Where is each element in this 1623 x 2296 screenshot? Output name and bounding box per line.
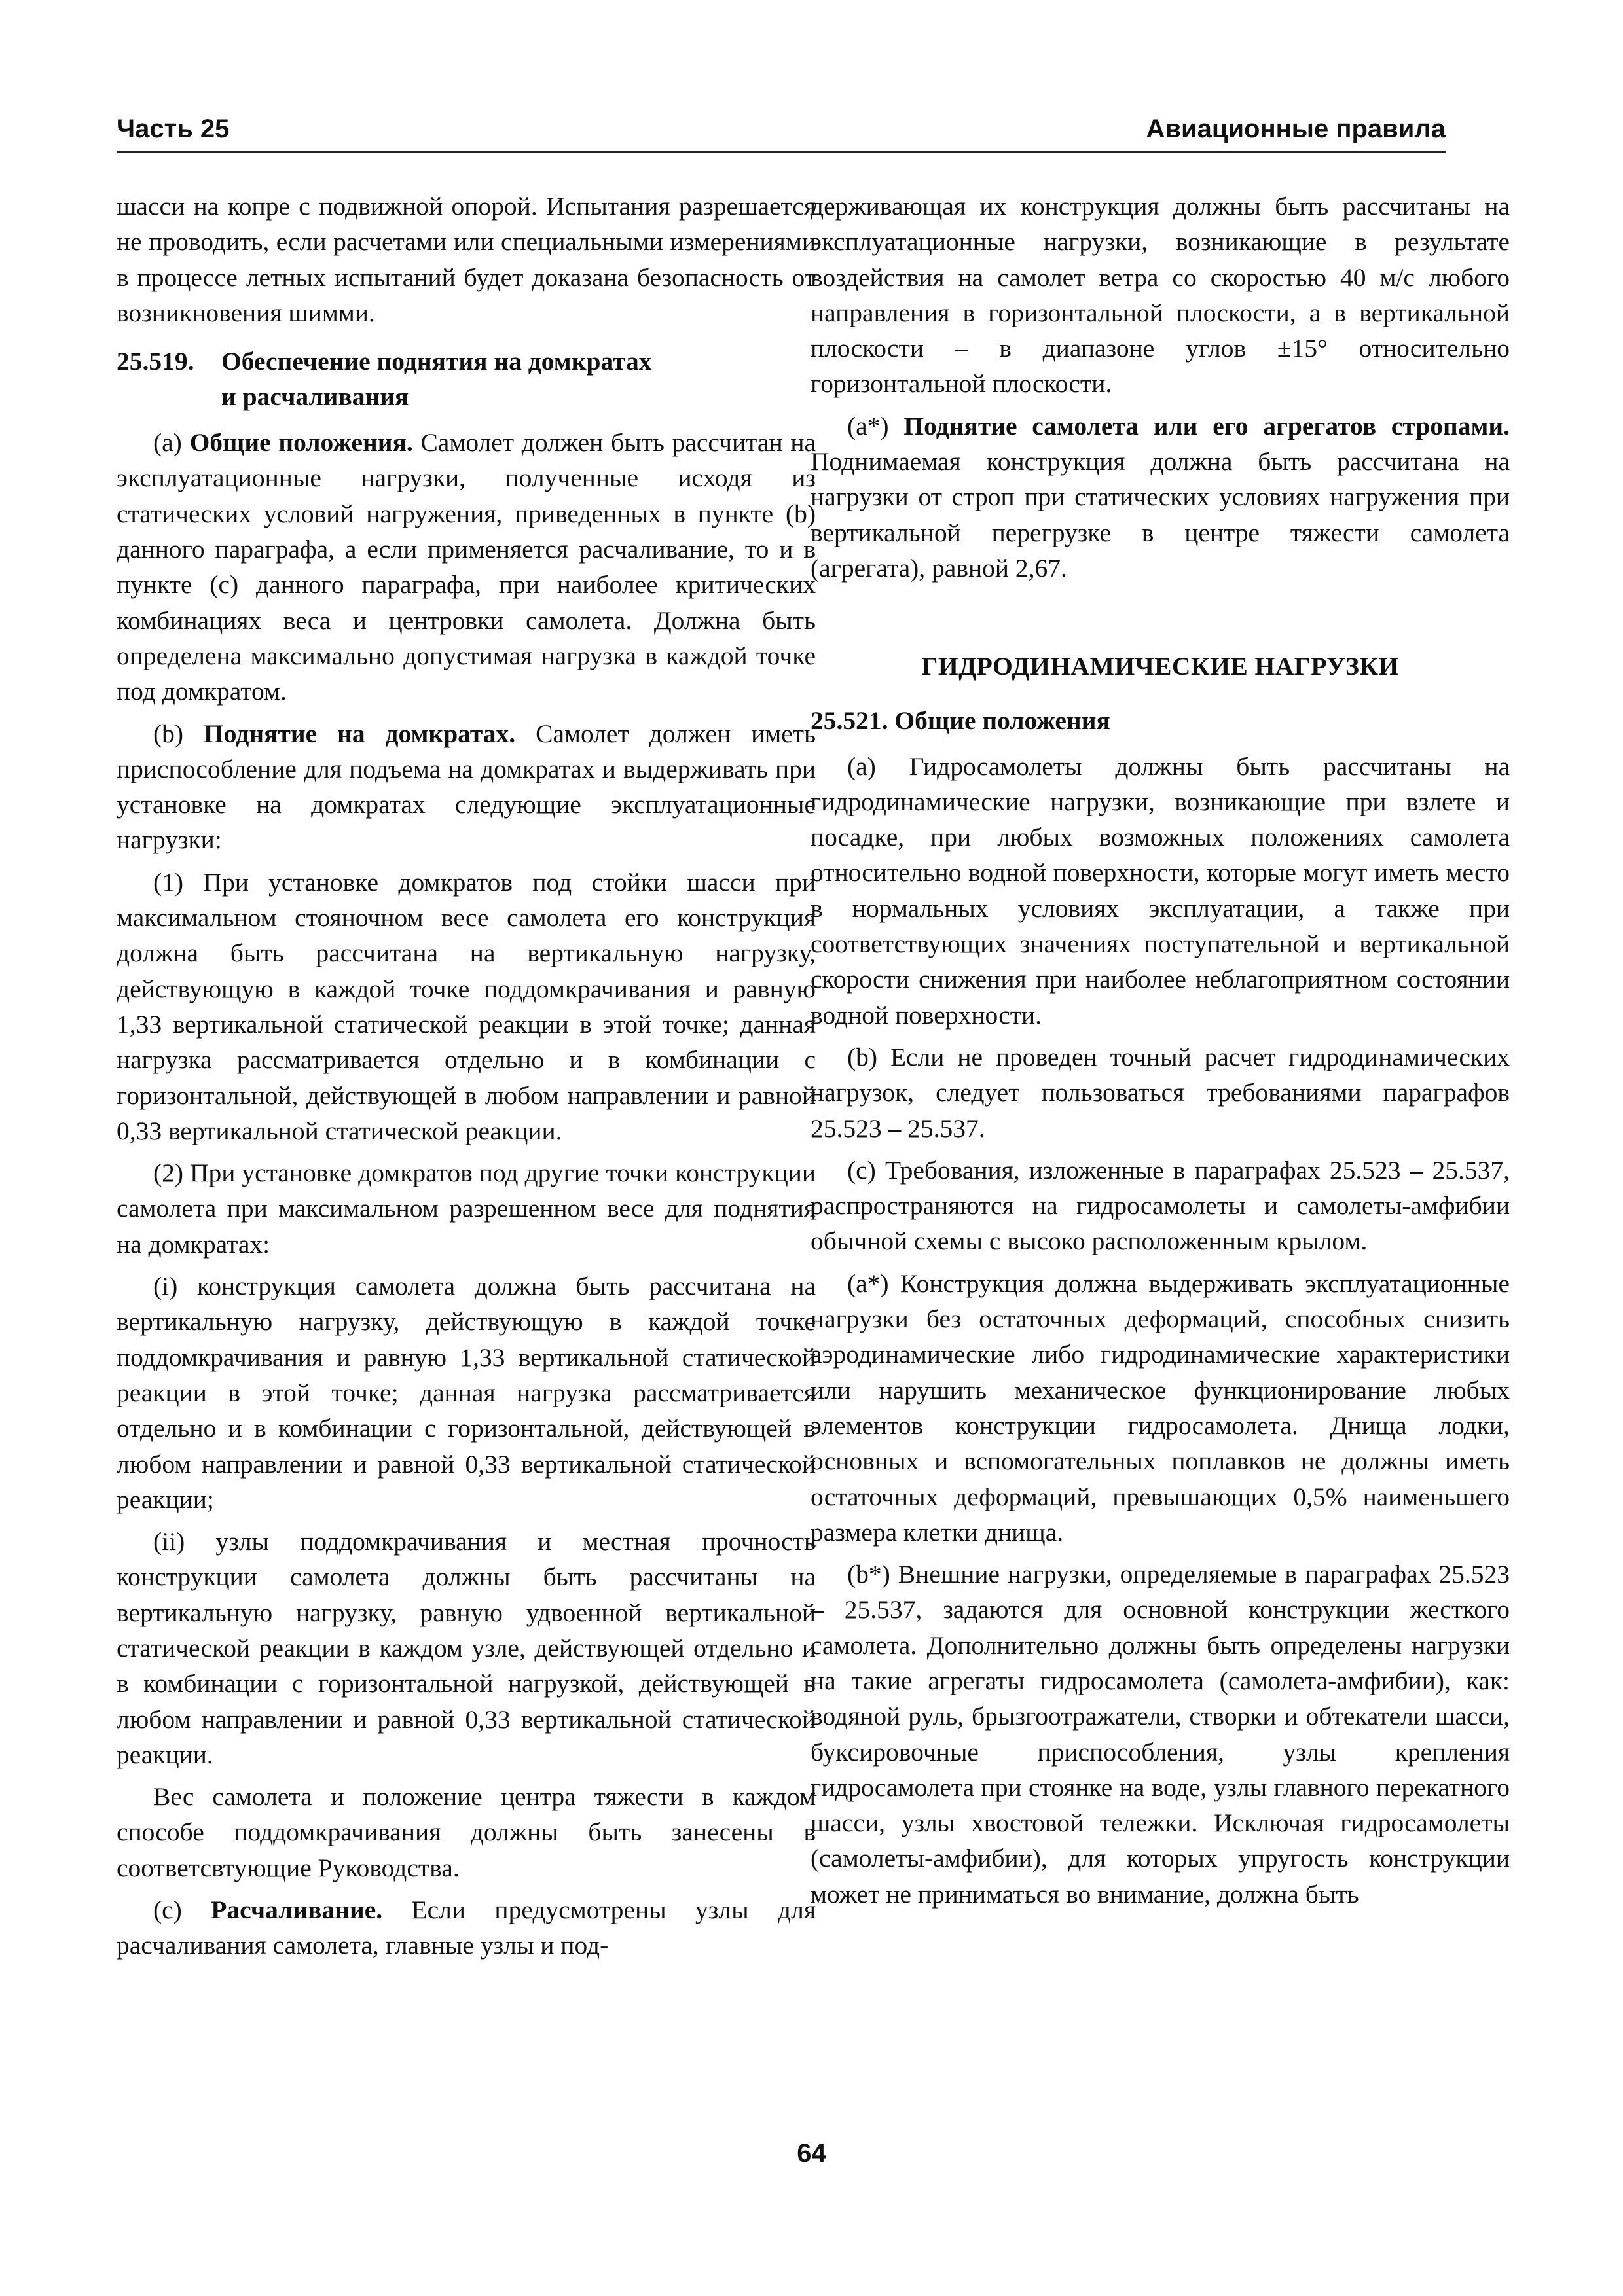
paragraph-text: Самолет должен быть рассчитан на эксплуатационные нагрузки, полученные исходя из статических условий нагружения, приведенных в пункте (b) данного параграфа, а если применяется расчаливание, то и в пункте (с) данного параграфа, при наиболее критических комбинациях веса и центровки самолета. Должна быть определена максимально допустимая нагрузка в каждой точке под домкратом.: [117, 428, 816, 706]
paragraph-lead-bold: Поднятие самолета или его агрегатов стропами.: [903, 411, 1510, 440]
paragraph-r-b-star: (b*) Внешние нагрузки, определяемые в параграфах 25.523 – 25.537, задаются для основной конструкции жесткого самолета. Дополнительно должны быть определены нагрузки на такие агрегаты гидросамолета (самолета-амфибии), как: водяной руль, брызгоотражатели, створки и обтекатели шасси, буксировочные приспособления, узлы крепления гидросамолета при стоянке на воде, узлы главного перекатного шасси, узлы хвостовой тележки. Исключая гидросамолеты (самолеты-амфибии), для которых упругость конструкции может не приниматься во внимание, должна быть: [811, 1560, 1510, 1909]
paragraph-b1: (1) При установке домкратов под стойки шасси при максимальном стояночном весе самолета его конструкция должна быть рассчитана на вертикальную нагрузку, действующую в каждой точке поддомкрачивания и равную 1,33 вертикальной статической реакции в этой точке; данная нагрузка рассматривается отдельно и в комбинации с горизонтальной, действующей в любом направлении и равной 0,33 вертикальной статической реакции.: [117, 867, 816, 1145]
section-title-line2: и расчаливания: [221, 382, 409, 412]
paragraph-b2-i: (i) конструкция самолета должна быть рассчитана на вертикальную нагрузку, действующую в каждой точке поддомкрачивания и равную 1,33 вертикальной статической реакции в этой точке; данная нагрузка рассматривается отдельно и в комбинации с горизонтальной, действующей в любом направлении и равной 0,33 вертикальной статической реакции;: [117, 1272, 816, 1514]
section-heading-25-519: [117, 344, 816, 414]
paragraph-r-a-star: (а*) Конструкция должна выдерживать эксплуатационные нагрузки без остаточных деформаций, способных снизить аэродинамические либо гидродинамические характеристики или нарушить механическое функционирование любых элементов конструкции гидросамолета. Днища лодки, основных и вспомогательных поплавков не должны иметь остаточных деформаций, превышающих 0,5% наименьшего размера клетки днища.: [811, 1268, 1510, 1547]
paragraph-weight: Вес самолета и положение центра тяжести в каждом способе поддомкрачивания должны быть занесены в соответсвтующие Руководства.: [117, 1782, 816, 1882]
header-part: Часть 25: [117, 115, 230, 143]
paragraph-b2: (2) При установке домкратов под другие точки конструкции самолета при максимальном разрешенном весе для поднятия на домкратах:: [117, 1158, 816, 1259]
section-title-line1: Обеспечение поднятия на домкратах: [221, 347, 652, 376]
paragraph-marker: (а): [153, 428, 190, 457]
paragraph-continued: держивающая их конструкция должны быть рассчитаны на эксплуатационные нагрузки, возникающие в результате воздействия на самолет ветра со скоростью 40 м/с любого направления в горизонтальной плоскости, а в вертикальной плоскости – в диапазоне углов ±15° относительно горизонтальной плоскости.: [811, 192, 1510, 399]
paragraph-marker: (с): [153, 1895, 211, 1925]
running-header: [117, 111, 1446, 153]
paragraph-text: Если предусмотрены узлы для расчаливания самолета, главные узлы и под-: [117, 1895, 816, 1960]
paragraph-r-c: (с) Требования, изложенные в параграфах 25.523 – 25.537, распространяются на гидросамолеты и самолеты-амфибии обычной схемы с высоко расположенным крылом.: [811, 1155, 1510, 1256]
paragraph-r-b: (b) Если не проведен точный расчет гидродинамических нагрузок, следует пользоваться требованиями параграфов 25.523 – 25.537.: [811, 1042, 1510, 1143]
paragraph-b-jacking: [117, 716, 816, 858]
paragraph-text: Поднимаемая конструкция должна быть рассчитана на нагрузки от строп при статических условиях нагружения при вертикальной перегрузке в центре тяжести самолета (агрегата), равной 2,67.: [811, 447, 1510, 583]
section-heading-25-521: 25.521. Общие положения: [811, 706, 1110, 735]
left-column: [117, 188, 816, 1970]
paragraph-lead-bold: Поднятие на домкратах.: [204, 719, 516, 748]
header-title: Авиационные правила: [1146, 115, 1446, 143]
paragraph-continued: шасси на копре с подвижной опорой. Испытания разрешается не проводить, если расчетами или специальными измерениями в процессе летных испытаний будет доказана безопасность от возникновения шимми.: [117, 192, 816, 327]
paragraph-text: Самолет должен иметь приспособление для подъема на домкратах и выдерживать при установке на домкратах следующие эксплуатационные нагрузки:: [117, 719, 816, 855]
paragraph-a-general: [117, 425, 816, 709]
paragraph-marker: (а*): [847, 411, 904, 440]
right-column: [811, 188, 1510, 1918]
paragraph-r-a: (а) Гидросамолеты должны быть рассчитаны на гидродинамические нагрузки, возникающие при взлете и посадке, при любых возможных положениях самолета относительно водной поверхности, которые могут иметь место в нормальных условиях эксплуатации, а также при соответствующих значениях поступательной и вертикальной скорости снижения при наиболее неблагоприятном состоянии водной поверхности.: [811, 751, 1510, 1030]
section-number: 25.519.: [117, 347, 194, 376]
paragraph-b2-ii: (ii) узлы поддомкрачивания и местная прочность конструкции самолета должны быть рассчитаны на вертикальную нагрузку, равную удвоенной вертикальной статической реакции в каждом узле, действующей отдельно и в комбинации с горизонтальной нагрузкой, действующей в любом направлении и равной 0,33 вертикальной статической реакции.: [117, 1527, 816, 1769]
paragraph-a-star-slings: [811, 408, 1510, 586]
chapter-heading: ГИДРОДИНАМИЧЕСКИЕ НАГРУЗКИ: [921, 652, 1399, 681]
page-number: 64: [797, 2139, 826, 2168]
paragraph-lead-bold: Расчаливание.: [211, 1895, 383, 1925]
paragraph-c-tiedown: [117, 1892, 816, 1964]
paragraph-marker: (b): [153, 719, 204, 748]
paragraph-lead-bold: Общие положения.: [189, 428, 413, 457]
